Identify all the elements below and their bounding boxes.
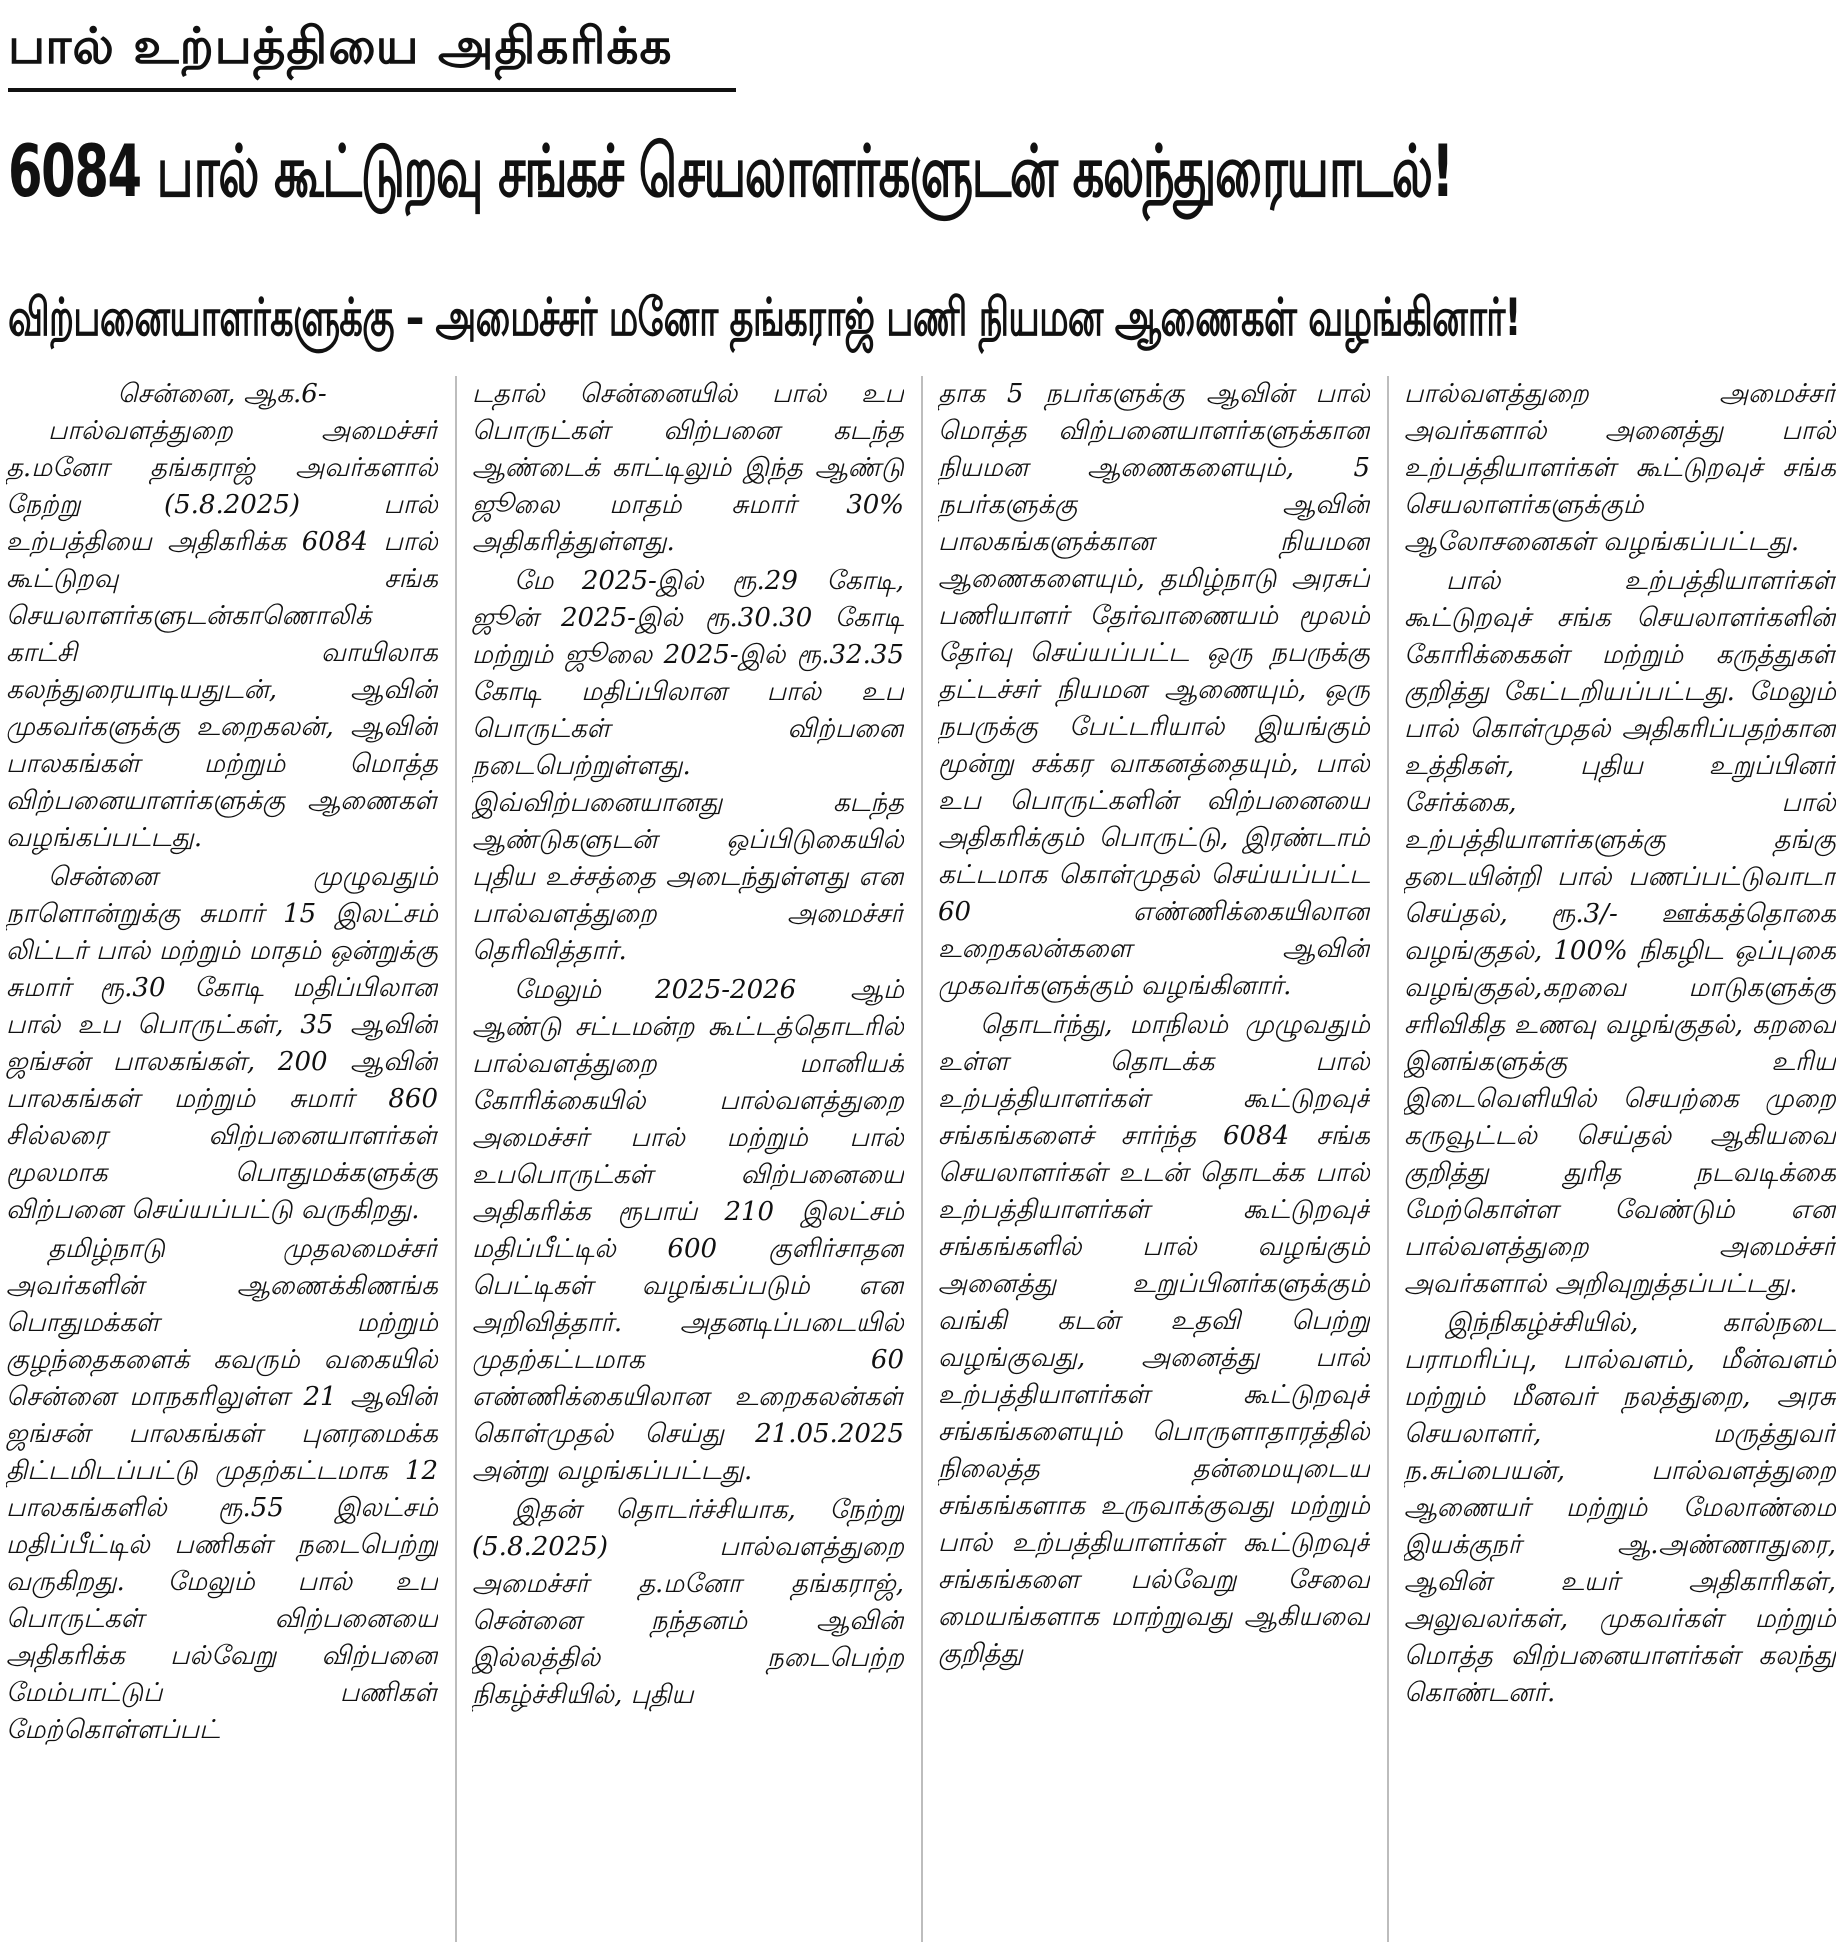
paragraph: பால்வளத்துறை அமைச்சர் த.மனோ தங்கராஜ் அவர்களால் நேற்று (5.8.2025) பால் உற்பத்தியை அதிகரிக்க 6084 பால் கூட்டுறவு சங்க செயலாளர்களுடன்காணொலிக் காட்சி வாயிலாக கலந்துரையாடியதுடன், ஆவின் முகவர்களுக்கு உறைகலன், ஆவின் பாலகங்கள் மற்றும் மொத்த விற்பனையாளர்களுக்கு ஆணைகள் வழங்கப்பட்டது.: [6, 416, 438, 853]
article-column-2: [472, 376, 904, 1942]
paragraph: மேலும் 2025-2026 ஆம் ஆண்டு சட்டமன்ற கூட்டத்தொடரில் பால்வளத்துறை மானியக் கோரிக்கையில் பால்வளத்துறை அமைச்சர் பால் மற்றும் பால் உபபொருட்கள் விற்பனையை அதிகரிக்க ரூபாய் 210 இலட்சம் மதிப்பீட்டில் 600 குளிர்சாதன பெட்டிகள் வழங்கப்படும் என அறிவித்தார். அதனடிப்படையில் முதற்கட்டமாக 60 எண்ணிக்கையிலான உறைகலன்கள் கொள்முதல் செய்து 21.05.2025 அன்று வழங்கப்பட்டது.: [472, 975, 904, 1486]
paragraph: இதன் தொடர்ச்சியாக, நேற்று (5.8.2025) பால்வளத்துறை அமைச்சர் த.மனோ தங்கராஜ், சென்னை நந்தனம் ஆவின் இல்லத்தில் நடைபெற்ற நிகழ்ச்சியில், புதிய: [472, 1495, 904, 1710]
subheadline: விற்பனையாளர்களுக்கு – அமைச்சர் மனோ தங்கராஜ் பணி நியமன ஆணைகள் வழங்கினார்!: [8, 288, 1521, 348]
paragraph: தாக 5 நபர்களுக்கு ஆவின் பால் மொத்த விற்பனையாளர்களுக்கான நியமன ஆணைகளையும், 5 நபர்களுக்கு ஆவின் பாலகங்களுக்கான நியமன ஆணைகளையும், தமிழ்நாடு அரசுப் பணியாளர் தேர்வாணையம் மூலம் தேர்வு செய்யப்பட்ட ஒரு நபருக்கு தட்டச்சர் நியமன ஆணையும், ஒரு நபருக்கு பேட்டரியால் இயங்கும் மூன்று சக்கர வாகனத்தையும், பால் உப பொருட்களின் விற்பனையை அதிகரிக்கும் பொருட்டு, இரண்டாம் கட்டமாக கொள்முதல் செய்யப்பட்ட 60 எண்ணிக்கையிலான உறைகலன்களை ஆவின் முகவர்களுக்கும் வழங்கினார்.: [938, 379, 1370, 1001]
article-column-4: [1404, 376, 1836, 1942]
headline: 6084 பால் கூட்டுறவு சங்கச் செயலாளர்களுடன் கலந்துரையாடல்!: [8, 129, 1453, 213]
article-body: [6, 376, 1836, 1942]
article-column-1: [6, 376, 438, 1942]
kicker-heading: பால் உற்பத்தியை அதிகரிக்க: [8, 17, 673, 75]
paragraph: டதால் சென்னையில் பால் உப பொருட்கள் விற்பனை கடந்த ஆண்டைக் காட்டிலும் இந்த ஆண்டு ஜூலை மாதம் சுமார் 30% அதிகரித்துள்ளது.: [472, 379, 904, 557]
column-divider: [455, 376, 457, 1942]
paragraph: பால்வளத்துறை அமைச்சர் அவர்களால் அனைத்து பால் உற்பத்தியாளர்கள் கூட்டுறவுச் சங்க செயலாளர்களுக்கும் ஆலோசனைகள் வழங்கப்பட்டது.: [1404, 379, 1836, 557]
paragraph: பால் உற்பத்தியாளர்கள் கூட்டுறவுச் சங்க செயலாளர்களின் கோரிக்கைகள் மற்றும் கருத்துகள் குறித்து கேட்டறியப்பட்டது. மேலும் பால் கொள்முதல் அதிகரிப்பதற்கான உத்திகள், புதிய உறுப்பினர் சேர்க்கை, பால் உற்பத்தியாளர்களுக்கு தங்கு தடையின்றி பால் பணப்பட்டுவாடா செய்தல், ரூ.3/- ஊக்கத்தொகை வழங்குதல், 100% நிகழிட ஒப்புகை வழங்குதல்,கறவை மாடுகளுக்கு சரிவிகித உணவு வழங்குதல், கறவை இனங்களுக்கு உரிய இடைவெளியில் செயற்கை முறை கருவூட்டல் செய்தல் ஆகியவை குறித்து துரித நடவடிக்கை மேற்கொள்ள வேண்டும் என பால்வளத்துறை அமைச்சர் அவர்களால் அறிவுறுத்தப்பட்டது.: [1404, 566, 1836, 1299]
column-divider: [921, 376, 923, 1942]
paragraph: இந்நிகழ்ச்சியில், கால்நடை பராமரிப்பு, பால்வளம், மீன்வளம் மற்றும் மீனவர் நலத்துறை, அரசு செயலாளர், மருத்துவர் ந.சுப்பையன், பால்வளத்துறை ஆணையர் மற்றும் மேலாண்மை இயக்குநர் ஆ.அண்ணாதுரை, ஆவின் உயர் அதிகாரிகள், அலுவலர்கள், முகவர்கள் மற்றும் மொத்த விற்பனையாளர்கள் கலந்து கொண்டனர்.: [1404, 1308, 1836, 1708]
article-column-3: [938, 376, 1370, 1942]
kicker-underline: [8, 88, 736, 92]
column-divider: [1387, 376, 1389, 1942]
paragraph: தமிழ்நாடு முதலமைச்சர் அவர்களின் ஆணைக்கிணங்க பொதுமக்கள் மற்றும் குழந்தைகளைக் கவரும் வகையில் சென்னை மாநகரிலுள்ள 21 ஆவின் ஜங்சன் பாலகங்கள் புனரமைக்க திட்டமிடப்பட்டு முதற்கட்டமாக 12 பாலகங்களில் ரூ.55 இலட்சம் மதிப்பீட்டில் பணிகள் நடைபெற்று வருகிறது. மேலும் பால் உப பொருட்கள் விற்பனையை அதிகரிக்க பல்வேறு விற்பனை மேம்பாட்டுப் பணிகள் மேற்கொள்ளப்பட்: [6, 1234, 438, 1745]
paragraph: சென்னை முழுவதும் நாளொன்றுக்கு சுமார் 15 இலட்சம் லிட்டர் பால் மற்றும் மாதம் ஒன்றுக்கு சுமார் ரூ.30 கோடி மதிப்பிலான பால் உப பொருட்கள், 35 ஆவின் ஜங்சன் பாலகங்கள், 200 ஆவின் பாலகங்கள் மற்றும் சுமார் 860 சில்லரை விற்பனையாளர்கள் மூலமாக பொதுமக்களுக்கு விற்பனை செய்யப்பட்டு வருகிறது.: [6, 862, 438, 1225]
paragraph: மே 2025-இல் ரூ.29 கோடி, ஜூன் 2025-இல் ரூ.30.30 கோடி மற்றும் ஜூலை 2025-இல் ரூ.32.35 கோடி மதிப்பிலான பால் உப பொருட்கள் விற்பனை நடைபெற்றுள்ளது. இவ்விற்பனையானது கடந்த ஆண்டுகளுடன் ஒப்பிடுகையில் புதிய உச்சத்தை அடைந்துள்ளது என பால்வளத்துறை அமைச்சர் தெரிவித்தார்.: [472, 566, 904, 966]
dateline: சென்னை, ஆக.6-: [117, 379, 327, 409]
paragraph: தொடர்ந்து, மாநிலம் முழுவதும் உள்ள தொடக்க பால் உற்பத்தியாளர்கள் கூட்டுறவுச் சங்கங்களைச் சார்ந்த 6084 சங்க செயலாளர்கள் உடன் தொடக்க பால் உற்பத்தியாளர்கள் கூட்டுறவுச் சங்கங்களில் பால் வழங்கும் அனைத்து உறுப்பினர்களுக்கும் வங்கி கடன் உதவி பெற்று வழங்குவது, அனைத்து பால் உற்பத்தியாளர்கள் கூட்டுறவுச் சங்கங்களையும் பொருளாதாரத்தில் நிலைத்த தன்மையுடைய சங்கங்களாக உருவாக்குவது மற்றும் பால் உற்பத்தியாளர்கள் கூட்டுறவுச் சங்கங்களை பல்வேறு சேவை மையங்களாக மாற்றுவது ஆகியவை குறித்து: [938, 1010, 1370, 1669]
